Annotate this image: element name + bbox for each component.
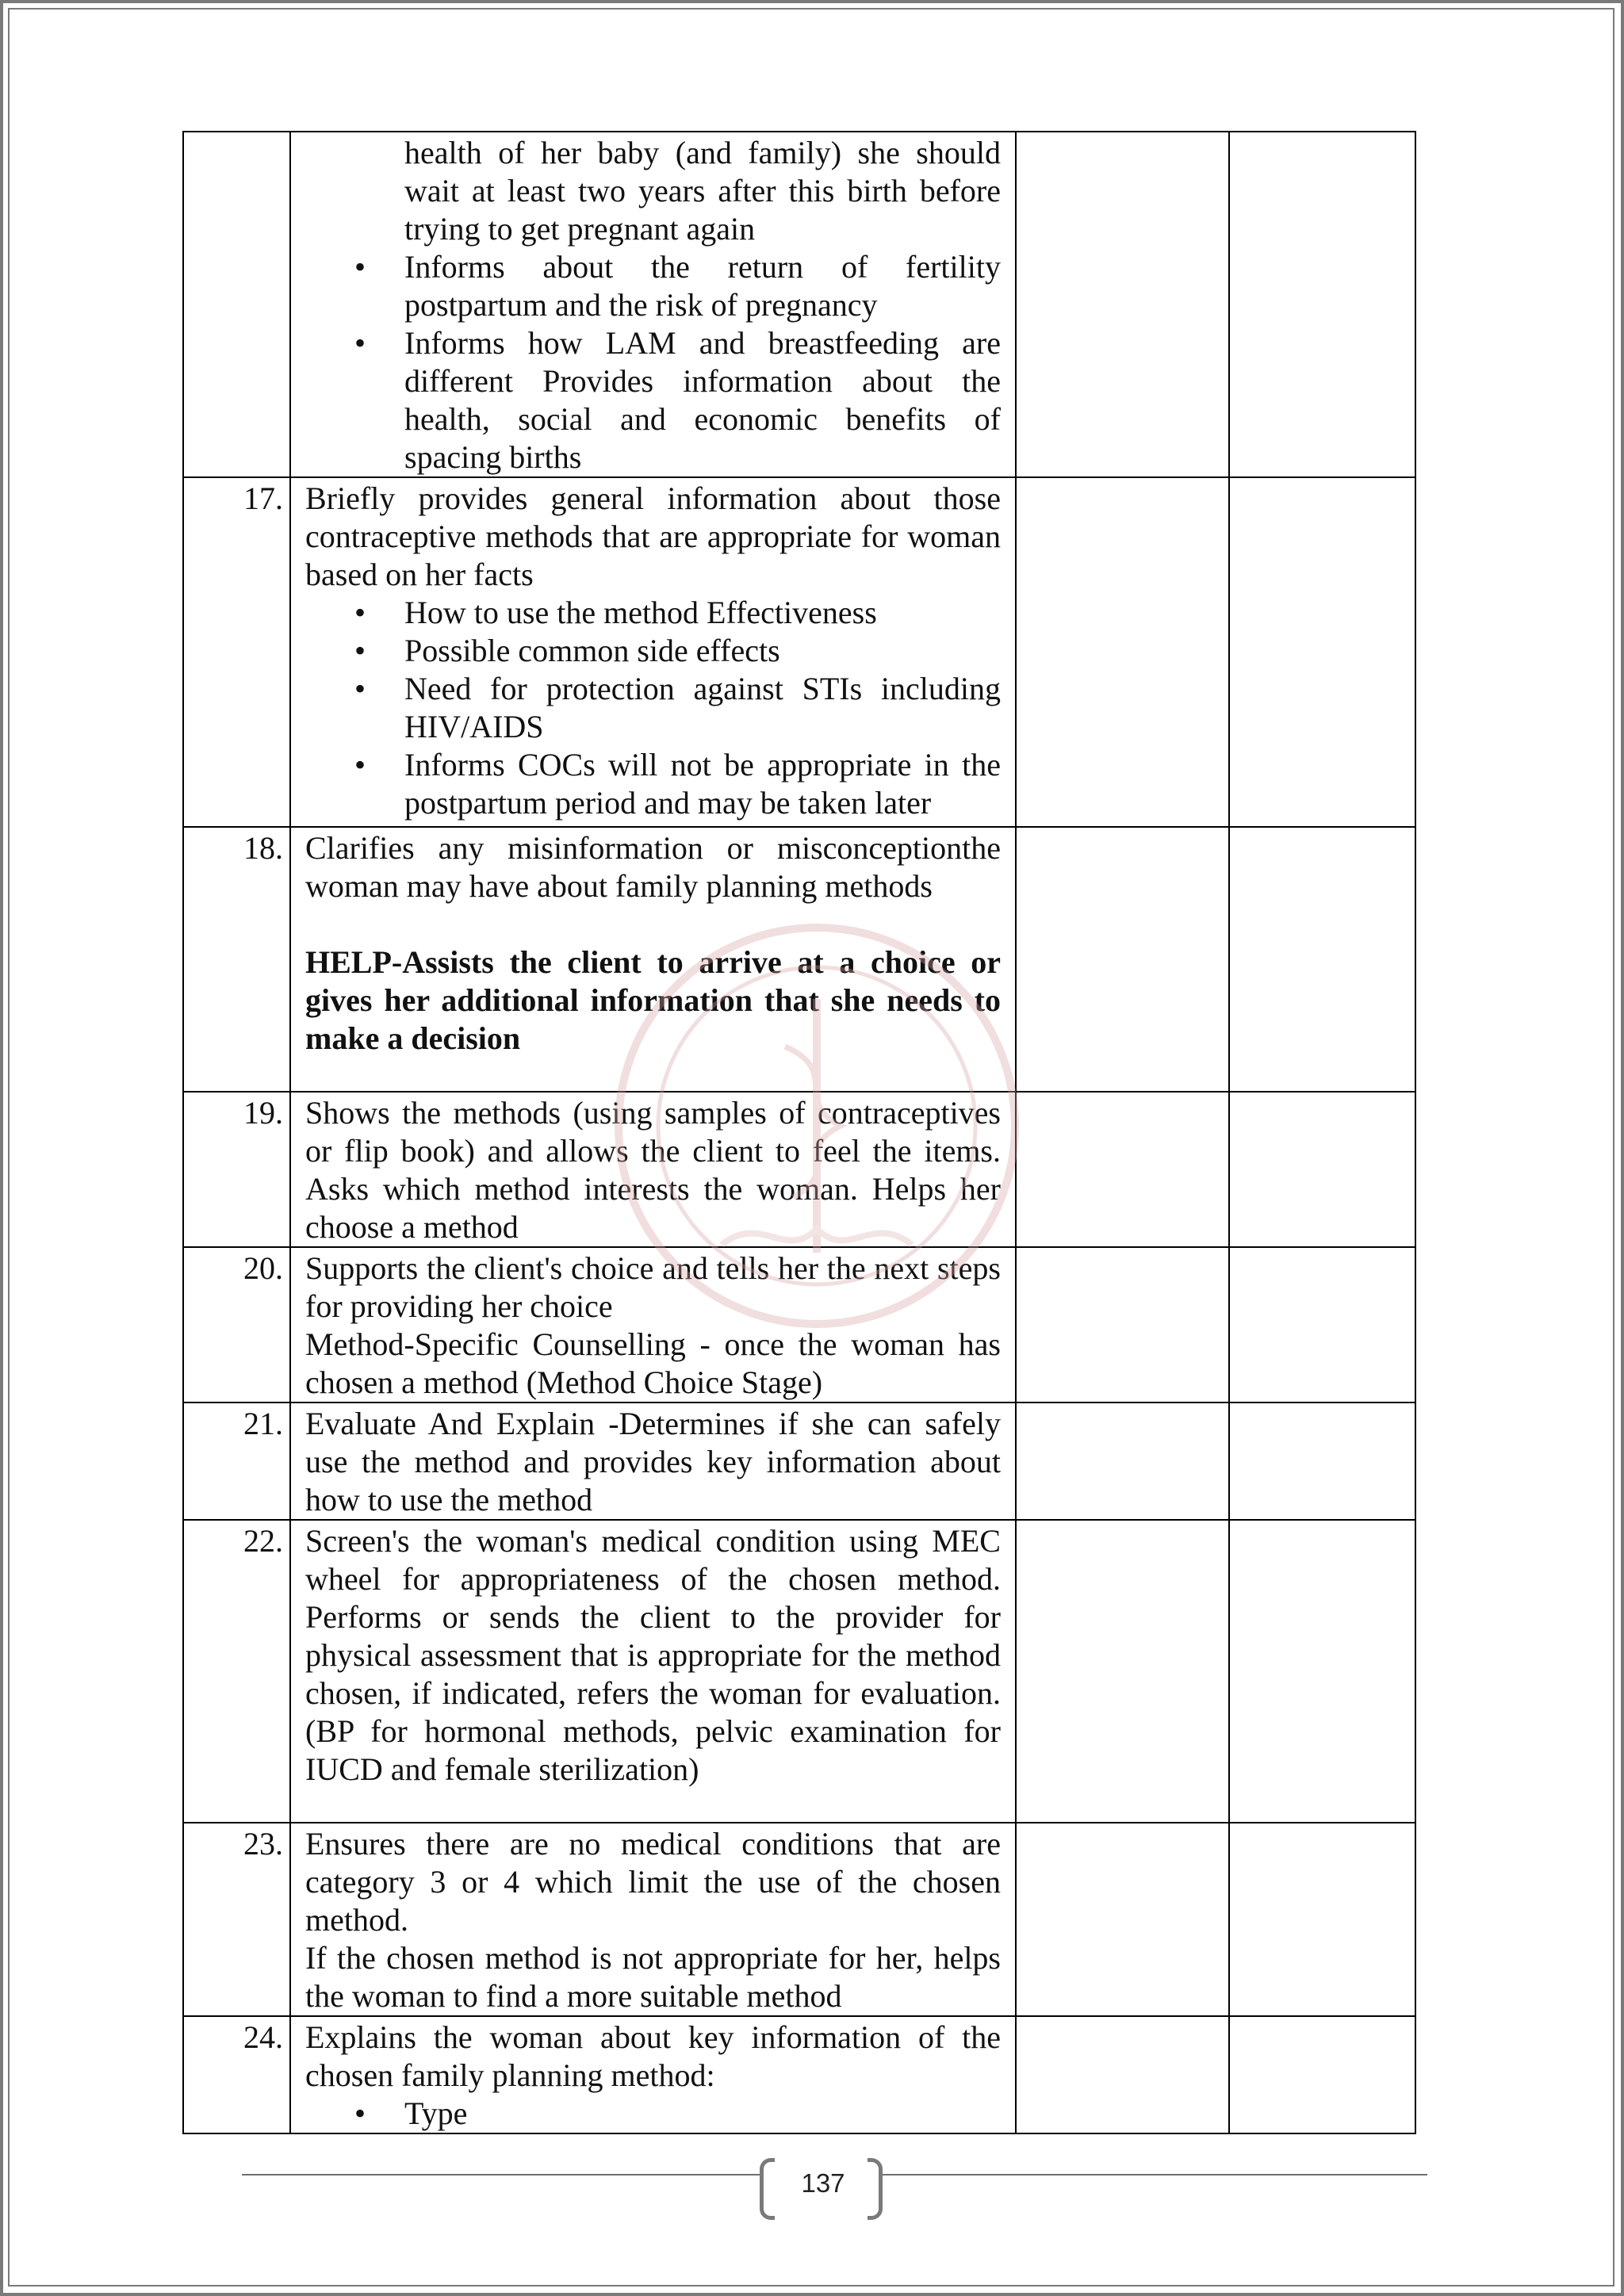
score-cell[interactable] <box>1016 132 1229 477</box>
step-number <box>183 132 290 477</box>
list-item: • How to use the method Effectiveness <box>305 594 1001 632</box>
remarks-cell[interactable] <box>1229 132 1415 477</box>
step-description <box>290 1402 1016 1520</box>
score-cell[interactable] <box>1016 2016 1229 2133</box>
score-cell[interactable] <box>1016 1520 1229 1823</box>
list-item: • Informs how LAM and breastfeeding are different Provides information about the health, social and economic benefits of spacing births <box>305 324 1001 476</box>
list-item: • Informs about the return of fertility postpartum and the risk of pregnancy <box>305 248 1001 324</box>
table-row <box>183 132 1415 477</box>
table-row <box>183 1520 1415 1823</box>
table-row <box>183 2016 1415 2133</box>
step-description <box>290 477 1016 827</box>
remarks-cell[interactable] <box>1229 1092 1415 1247</box>
score-cell[interactable] <box>1016 1823 1229 2016</box>
remarks-cell[interactable] <box>1229 1823 1415 2016</box>
step-text: Explains the woman about key information of the chosen family planning method: <box>305 2019 1001 2093</box>
step-description <box>290 1092 1016 1247</box>
list-item: • Need for protection against STIs including HIV/AIDS <box>305 670 1001 746</box>
score-cell[interactable] <box>1016 827 1229 1092</box>
continued-text: health of her baby (and family) she should wait at least two years after this birth before trying to get pregnant again <box>404 135 1001 247</box>
step-subtext: If the chosen method is not appropriate for her, helps the woman to find a more suitable method <box>305 1940 1001 2014</box>
step-text: Ensures there are no medical conditions that are category 3 or 4 which limit the use of the chosen method. <box>305 1826 1001 1938</box>
table-row <box>183 827 1415 1092</box>
step-number: 20. <box>183 1247 290 1402</box>
table-row <box>183 1823 1415 2016</box>
step-subtext: Method-Specific Counselling - once the woman has chosen a method (Method Choice Stage) <box>305 1326 1001 1400</box>
step-number: 22. <box>183 1520 290 1823</box>
bullet-list <box>305 2095 1001 2133</box>
step-number: 24. <box>183 2016 290 2133</box>
remarks-cell[interactable] <box>1229 1247 1415 1402</box>
step-description <box>290 1247 1016 1402</box>
list-item: • Informs COCs will not be appropriate in the postpartum period and may be taken later <box>305 746 1001 822</box>
table-row <box>183 477 1415 827</box>
step-description <box>290 827 1016 1092</box>
score-cell[interactable] <box>1016 1092 1229 1247</box>
step-text: Screen's the woman's medical condition using MEC wheel for appropriateness of the chosen method. Performs or sends the client to the provider for physical assessment that is appropriate for the method chosen, if indicated, refers the woman for evaluation. (BP for hormonal methods, pelvic examination for IUCD and female sterilization) <box>305 1523 1001 1787</box>
score-cell[interactable] <box>1016 1247 1229 1402</box>
bullet-list <box>305 248 1001 476</box>
remarks-cell[interactable] <box>1229 2016 1415 2133</box>
list-item: • Possible common side effects <box>305 632 1001 670</box>
bullet-list <box>305 594 1001 822</box>
help-heading: HELP-Assists the client to arrive at a choice or gives her additional information that she needs to make a decision <box>305 944 1001 1056</box>
table-row <box>183 1402 1415 1520</box>
step-number: 21. <box>183 1402 290 1520</box>
step-description <box>290 1520 1016 1823</box>
step-text: Evaluate And Explain -Determines if she can safely use the method and provides key information about how to use the method <box>305 1406 1001 1517</box>
step-description <box>290 1823 1016 2016</box>
score-cell[interactable] <box>1016 477 1229 827</box>
table-row <box>183 1247 1415 1402</box>
remarks-cell[interactable] <box>1229 1402 1415 1520</box>
remarks-cell[interactable] <box>1229 1520 1415 1823</box>
step-description <box>290 132 1016 477</box>
step-text: Supports the client's choice and tells her the next steps for providing her choice <box>305 1250 1001 1324</box>
list-item: • Type <box>305 2095 1001 2133</box>
remarks-cell[interactable] <box>1229 477 1415 827</box>
step-text: Clarifies any misinformation or misconceptionthe woman may have about family planning methods <box>305 830 1001 904</box>
step-number: 19. <box>183 1092 290 1247</box>
step-description <box>290 2016 1016 2133</box>
page-number-bracket-left <box>760 2158 775 2220</box>
step-number: 17. <box>183 477 290 827</box>
page-number: 137 <box>801 2168 845 2198</box>
step-number: 18. <box>183 827 290 1092</box>
remarks-cell[interactable] <box>1229 827 1415 1092</box>
score-cell[interactable] <box>1016 1402 1229 1520</box>
footer-rule-left <box>242 2174 761 2175</box>
step-number: 23. <box>183 1823 290 2016</box>
table-row <box>183 1092 1415 1247</box>
step-text: Shows the methods (using samples of contraceptives or flip book) and allows the client to feel the items. Asks which method interests the woman. Helps her choose a method <box>305 1095 1001 1245</box>
footer-rule-right <box>880 2174 1427 2175</box>
step-text: Briefly provides general information about those contraceptive methods that are appropriate for woman based on her facts <box>305 480 1001 592</box>
checklist-table <box>182 131 1416 2134</box>
